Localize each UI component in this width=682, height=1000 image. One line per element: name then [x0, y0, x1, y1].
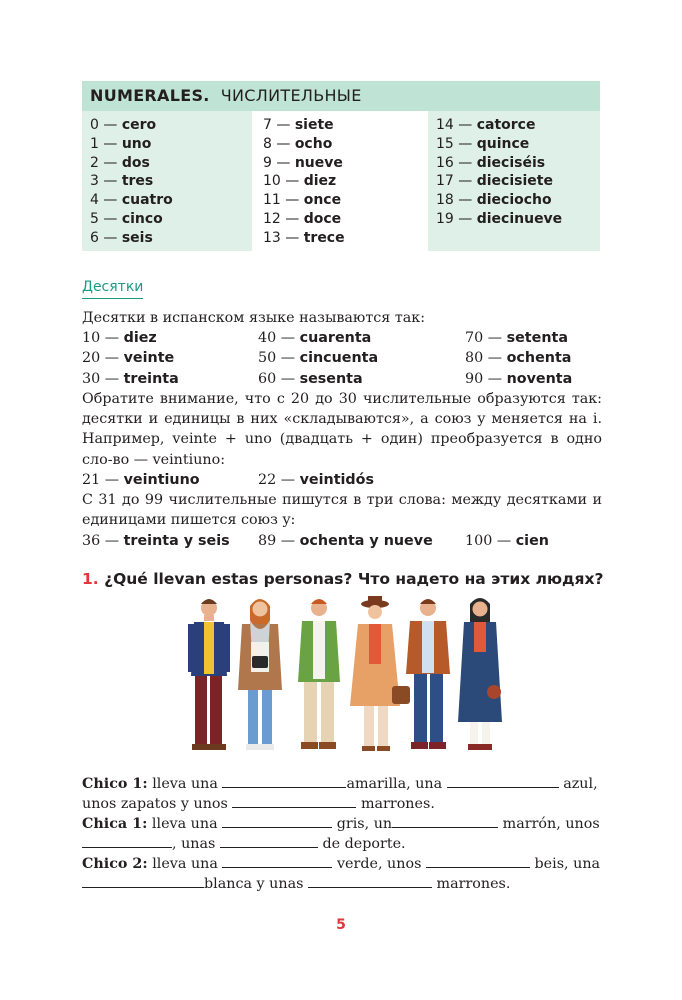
numeral-digit: 9 — — [263, 154, 291, 171]
numeral-digit: 11 — — [263, 192, 300, 209]
numeral-row — [428, 154, 600, 173]
number-word: cuarenta — [299, 330, 372, 346]
fill-line-1 — [82, 773, 602, 794]
numeral-word: once — [303, 192, 342, 209]
text-segment: lleva una — [147, 856, 223, 872]
numeral-word: nueve — [294, 154, 343, 171]
answer-blank[interactable] — [232, 793, 356, 808]
number-entry — [465, 328, 568, 348]
exercise-question-es: ¿Qué llevan estas personas? — [104, 570, 353, 588]
number-entry — [465, 531, 549, 551]
text-segment: , unas — [172, 836, 220, 852]
numeral-word: quince — [476, 135, 530, 152]
numeral-row — [255, 172, 425, 191]
number-entry — [82, 348, 174, 368]
tens-note-1: Обратите внимание, что с 20 до 30 числительные образуются так: десятки и единицы в них «складываются», а союз y меняется на i. Например, veinte + uno (двадцать + один) преобразуется в одно сло-во — veintiuno: — [82, 391, 602, 468]
tens-intro: Десятки в испанском языке называются так: — [82, 310, 426, 326]
answer-blank[interactable] — [220, 833, 318, 848]
fill-line-6 — [82, 873, 602, 894]
fill-line-2 — [82, 793, 602, 814]
number-word: treinta y seis — [123, 533, 230, 549]
numeral-digit: 1 — — [90, 135, 118, 152]
number-word: veintidós — [299, 472, 374, 488]
numeral-row — [82, 191, 252, 210]
person-chica-1 — [238, 599, 282, 750]
chica1-label: Chica 1: — [82, 816, 148, 832]
numeral-digit: 15 — — [436, 135, 473, 152]
number-digit: 80 — — [465, 350, 503, 367]
person-chico-1 — [188, 599, 230, 750]
number-word: cincuenta — [299, 350, 379, 367]
numerals-column-1 — [82, 111, 252, 251]
numerals-column-2 — [255, 111, 425, 251]
page-number: 5 — [336, 917, 346, 933]
number-entry — [258, 531, 433, 551]
numeral-word: cuatro — [121, 192, 173, 209]
person-chica-2 — [350, 596, 410, 751]
answer-blank[interactable] — [392, 813, 498, 828]
answer-blank[interactable] — [447, 773, 559, 788]
fill-line-5 — [82, 853, 602, 874]
numeral-digit: 5 — — [90, 210, 118, 227]
numeral-digit: 16 — — [436, 154, 473, 171]
numerals-table-header — [82, 81, 600, 111]
number-word: ochenta y nueve — [299, 533, 433, 549]
numeral-digit: 10 — — [263, 173, 300, 190]
number-entry — [82, 369, 179, 389]
numeral-row — [428, 210, 600, 229]
number-entry — [258, 369, 363, 389]
text-segment: blanca y unas — [204, 876, 308, 892]
numeral-digit: 4 — — [90, 192, 118, 209]
exercise-title — [82, 570, 603, 588]
numeral-row — [82, 229, 252, 248]
number-digit: 50 — — [258, 350, 296, 367]
numeral-digit: 8 — — [263, 135, 291, 152]
numeral-word: diez — [303, 173, 337, 190]
number-digit: 21 — — [82, 472, 120, 488]
numeral-word: catorce — [476, 117, 536, 133]
numeral-row — [428, 191, 600, 210]
number-word: setenta — [506, 330, 568, 346]
numeral-word: diecinueve — [476, 210, 563, 227]
number-digit: 100 — — [465, 533, 512, 549]
number-word: treinta — [123, 370, 179, 387]
number-digit: 90 — — [465, 370, 503, 387]
numeral-word: siete — [294, 117, 334, 133]
numerals-title-es: NUMERALES. — [90, 86, 210, 105]
number-entry — [82, 470, 200, 490]
number-word: veintiuno — [123, 472, 200, 488]
answer-blank[interactable] — [426, 853, 530, 868]
text-segment: lleva una — [147, 776, 223, 792]
person-chico-2 — [298, 599, 340, 749]
numeral-word: trece — [303, 229, 345, 246]
number-digit: 30 — — [82, 370, 120, 387]
number-entry — [258, 470, 374, 490]
numeral-row — [428, 172, 600, 191]
numeral-row — [82, 172, 252, 191]
number-digit: 10 — — [82, 330, 120, 346]
text-segment: unos zapatos y unos — [82, 796, 233, 812]
number-digit: 20 — — [82, 350, 120, 367]
numeral-digit: 13 — — [263, 229, 300, 246]
number-entry — [465, 348, 571, 368]
numerals-title-ru: ЧИСЛИТЕЛЬНЫЕ — [220, 86, 362, 105]
numeral-row — [428, 135, 600, 154]
tens-row — [82, 348, 602, 368]
fill-line-4 — [82, 833, 602, 854]
example-row — [82, 470, 602, 490]
numeral-row — [255, 210, 425, 229]
person-chica-3 — [458, 598, 502, 750]
tens-row — [82, 369, 602, 389]
chico1-label: Chico 1: — [82, 776, 148, 792]
answer-blank[interactable] — [82, 833, 172, 848]
number-entry — [82, 328, 157, 348]
number-digit: 70 — — [465, 330, 503, 346]
numeral-word: ocho — [294, 135, 333, 152]
number-word: cien — [515, 533, 549, 549]
numeral-row — [82, 154, 252, 173]
text-segment: beis, una — [529, 856, 601, 872]
number-word: noventa — [506, 370, 573, 387]
text-segment: amarilla, una — [346, 776, 447, 792]
numeral-digit: 14 — — [436, 117, 473, 133]
numeral-word: diecisiete — [476, 173, 553, 190]
text-segment: verde, unos — [332, 856, 426, 872]
number-digit: 40 — — [258, 330, 296, 346]
numeral-digit: 12 — — [263, 210, 300, 227]
numeral-digit: 0 — — [90, 117, 118, 133]
numeral-row — [82, 210, 252, 229]
text-segment: azul, — [558, 776, 598, 792]
number-word: ochenta — [506, 350, 572, 367]
numeral-row — [255, 116, 425, 135]
number-digit: 60 — — [258, 370, 296, 387]
answer-blank[interactable] — [222, 773, 346, 788]
number-word: sesenta — [299, 370, 363, 387]
number-word: veinte — [123, 350, 175, 367]
numeral-word: doce — [303, 210, 342, 227]
people-illustration — [180, 594, 510, 764]
answer-blank[interactable] — [308, 873, 432, 888]
number-entry — [465, 369, 572, 389]
numeral-word: cero — [121, 117, 157, 133]
numeral-digit: 19 — — [436, 210, 473, 227]
numeral-word: dos — [121, 154, 150, 171]
number-entry — [82, 531, 230, 551]
numerals-column-3 — [428, 111, 600, 251]
numeral-row — [82, 135, 252, 154]
compound-row — [82, 531, 602, 551]
text-segment: de deporte. — [317, 836, 406, 852]
numeral-row — [82, 116, 252, 135]
text-segment: marrón, unos — [498, 816, 600, 832]
numeral-digit: 6 — — [90, 229, 118, 246]
numerals-table — [82, 81, 600, 251]
answer-blank[interactable] — [222, 853, 332, 868]
person-chico-3 — [406, 599, 450, 749]
numeral-word: tres — [121, 173, 154, 190]
text-segment: gris, un — [332, 816, 393, 832]
text-segment: lleva una — [147, 816, 223, 832]
fill-line-3 — [82, 813, 602, 834]
text-segment: marrones. — [431, 876, 511, 892]
number-digit: 36 — — [82, 533, 120, 549]
numeral-digit: 3 — — [90, 173, 118, 190]
numeral-word: uno — [121, 135, 152, 152]
numeral-word: seis — [121, 229, 153, 246]
text-segment: marrones. — [356, 796, 435, 812]
numeral-row — [255, 154, 425, 173]
number-word: diez — [123, 330, 157, 346]
number-entry — [258, 348, 378, 368]
tens-note-2: С 31 до 99 числительные пишутся в три слова: между десятками и единицами пишется союз y: — [82, 492, 602, 529]
number-digit: 22 — — [258, 472, 296, 488]
answer-blank[interactable] — [82, 873, 204, 888]
answer-blank[interactable] — [222, 813, 332, 828]
numeral-row — [255, 191, 425, 210]
numeral-word: dieciséis — [476, 154, 546, 171]
number-entry — [258, 328, 371, 348]
tens-row — [82, 328, 602, 348]
numeral-row — [428, 116, 600, 135]
numeral-word: cinco — [121, 210, 163, 227]
numeral-row — [255, 135, 425, 154]
exercise-number: 1. — [82, 570, 99, 588]
section-heading-tens: Десятки — [82, 279, 143, 299]
numeral-word: dieciocho — [476, 192, 552, 209]
numeral-digit: 7 — — [263, 117, 291, 133]
numeral-digit: 2 — — [90, 154, 118, 171]
chico2-label: Chico 2: — [82, 856, 148, 872]
numeral-digit: 18 — — [436, 192, 473, 209]
numeral-row — [255, 229, 425, 248]
numeral-digit: 17 — — [436, 173, 473, 190]
number-digit: 89 — — [258, 533, 296, 549]
exercise-question-ru: Что надето на этих людях? — [357, 570, 604, 588]
